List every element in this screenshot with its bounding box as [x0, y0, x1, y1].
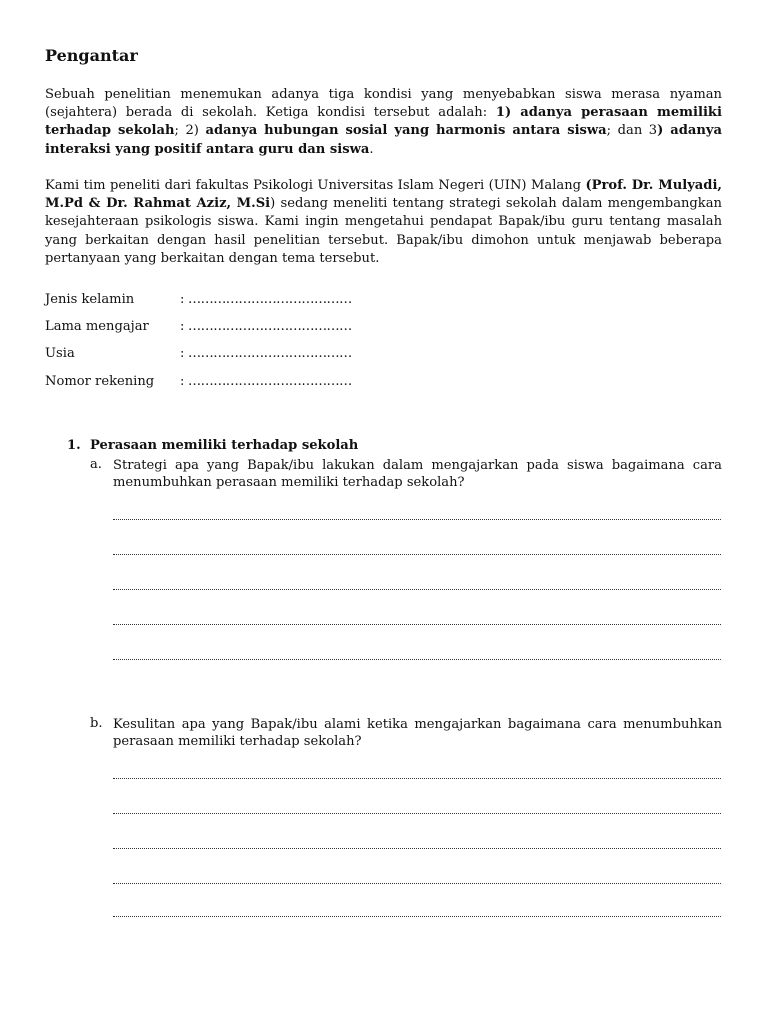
condition-3: ) adanya interaksi yang positif antara guru dan siswa: [45, 123, 722, 157]
field-label: Jenis kelamin: [45, 292, 135, 308]
answer-line[interactable]: [113, 883, 721, 884]
answer-line[interactable]: [113, 589, 721, 590]
sub-question-text: Strategi apa yang Bapak/ibu lakukan dalam mengajarkan pada siswa bagaimana cara menumbuhkan perasaan memiliki terhadap sekolah?: [113, 458, 722, 490]
intro-text: ; dan 3: [606, 123, 658, 139]
answer-line[interactable]: [113, 519, 721, 520]
field-blank[interactable]: …………………………………: [188, 373, 352, 389]
intro-text: .: [369, 141, 374, 157]
intro-text: ; 2): [174, 123, 206, 139]
answer-line[interactable]: [113, 659, 721, 660]
question-heading: [67, 438, 358, 453]
field-colon: :: [180, 346, 185, 362]
field-teaching-length[interactable]: [45, 313, 445, 340]
page-title: Pengantar: [45, 46, 138, 65]
condition-1: 1) adanya perasaan memiliki terhadap sekolah: [45, 105, 722, 139]
sub-question-text: Kesulitan apa yang Bapak/ibu alami ketika mengajarkan bagaimana cara menumbuhkan perasaan memiliki terhadap sekolah?: [113, 717, 722, 749]
intro-text: ) sedang meneliti tentang strategi sekolah dalam mengembangkan kesejahteraan psikologis siswa. Kami ingin mengetahui pendapat Bapak/ibu guru tentang masalah yang berkaitan dengan hasil penelitian tersebut. Bapak/ibu dimohon untuk menjawab beberapa pertanyaan yang berkaitan dengan tema tersebut.: [45, 196, 722, 266]
sub-question-letter: b.: [90, 716, 103, 731]
sub-question-letter: a.: [90, 457, 102, 472]
answer-line[interactable]: [113, 813, 721, 814]
intro-paragraph-2: [45, 177, 722, 268]
field-gender[interactable]: [45, 286, 445, 313]
field-label: Usia: [45, 346, 75, 362]
field-blank[interactable]: …………………………………: [188, 292, 352, 308]
intro-text: Kami tim peneliti dari fakultas Psikologi Universitas Islam Negeri (UIN) Malang: [45, 178, 586, 193]
field-colon: :: [180, 292, 185, 308]
answer-line[interactable]: [113, 916, 721, 917]
field-label: Lama mengajar: [45, 319, 149, 335]
question-title: Perasaan memiliki terhadap sekolah: [90, 438, 359, 453]
field-colon: :: [180, 319, 185, 335]
answer-line[interactable]: [113, 554, 721, 555]
sub-question-a: [90, 457, 722, 491]
answer-line[interactable]: [113, 778, 721, 779]
field-label: Nomor rekening: [45, 373, 155, 389]
answer-line[interactable]: [113, 624, 721, 625]
question-number: 1.: [67, 438, 81, 453]
field-colon: :: [180, 373, 185, 389]
sub-question-b: [90, 716, 722, 750]
field-blank[interactable]: …………………………………: [188, 319, 352, 335]
researchers-names: (Prof. Dr. Mulyadi, M.Pd & Dr. Rahmat Aziz, M.Si: [45, 178, 722, 212]
intro-text: Sebuah penelitian menemukan adanya tiga kondisi yang menyebabkan siswa merasa nyaman (sejahtera) berada di sekolah. Ketiga kondisi tersebut adalah:: [45, 87, 722, 121]
respondent-fields: [45, 286, 445, 395]
field-account-number[interactable]: [45, 368, 445, 395]
condition-2: adanya hubungan sosial yang harmonis antara siswa: [205, 123, 607, 139]
intro-paragraph-1: [45, 86, 722, 159]
answer-line[interactable]: [113, 848, 721, 849]
field-blank[interactable]: …………………………………: [188, 346, 352, 362]
field-age[interactable]: [45, 340, 445, 367]
